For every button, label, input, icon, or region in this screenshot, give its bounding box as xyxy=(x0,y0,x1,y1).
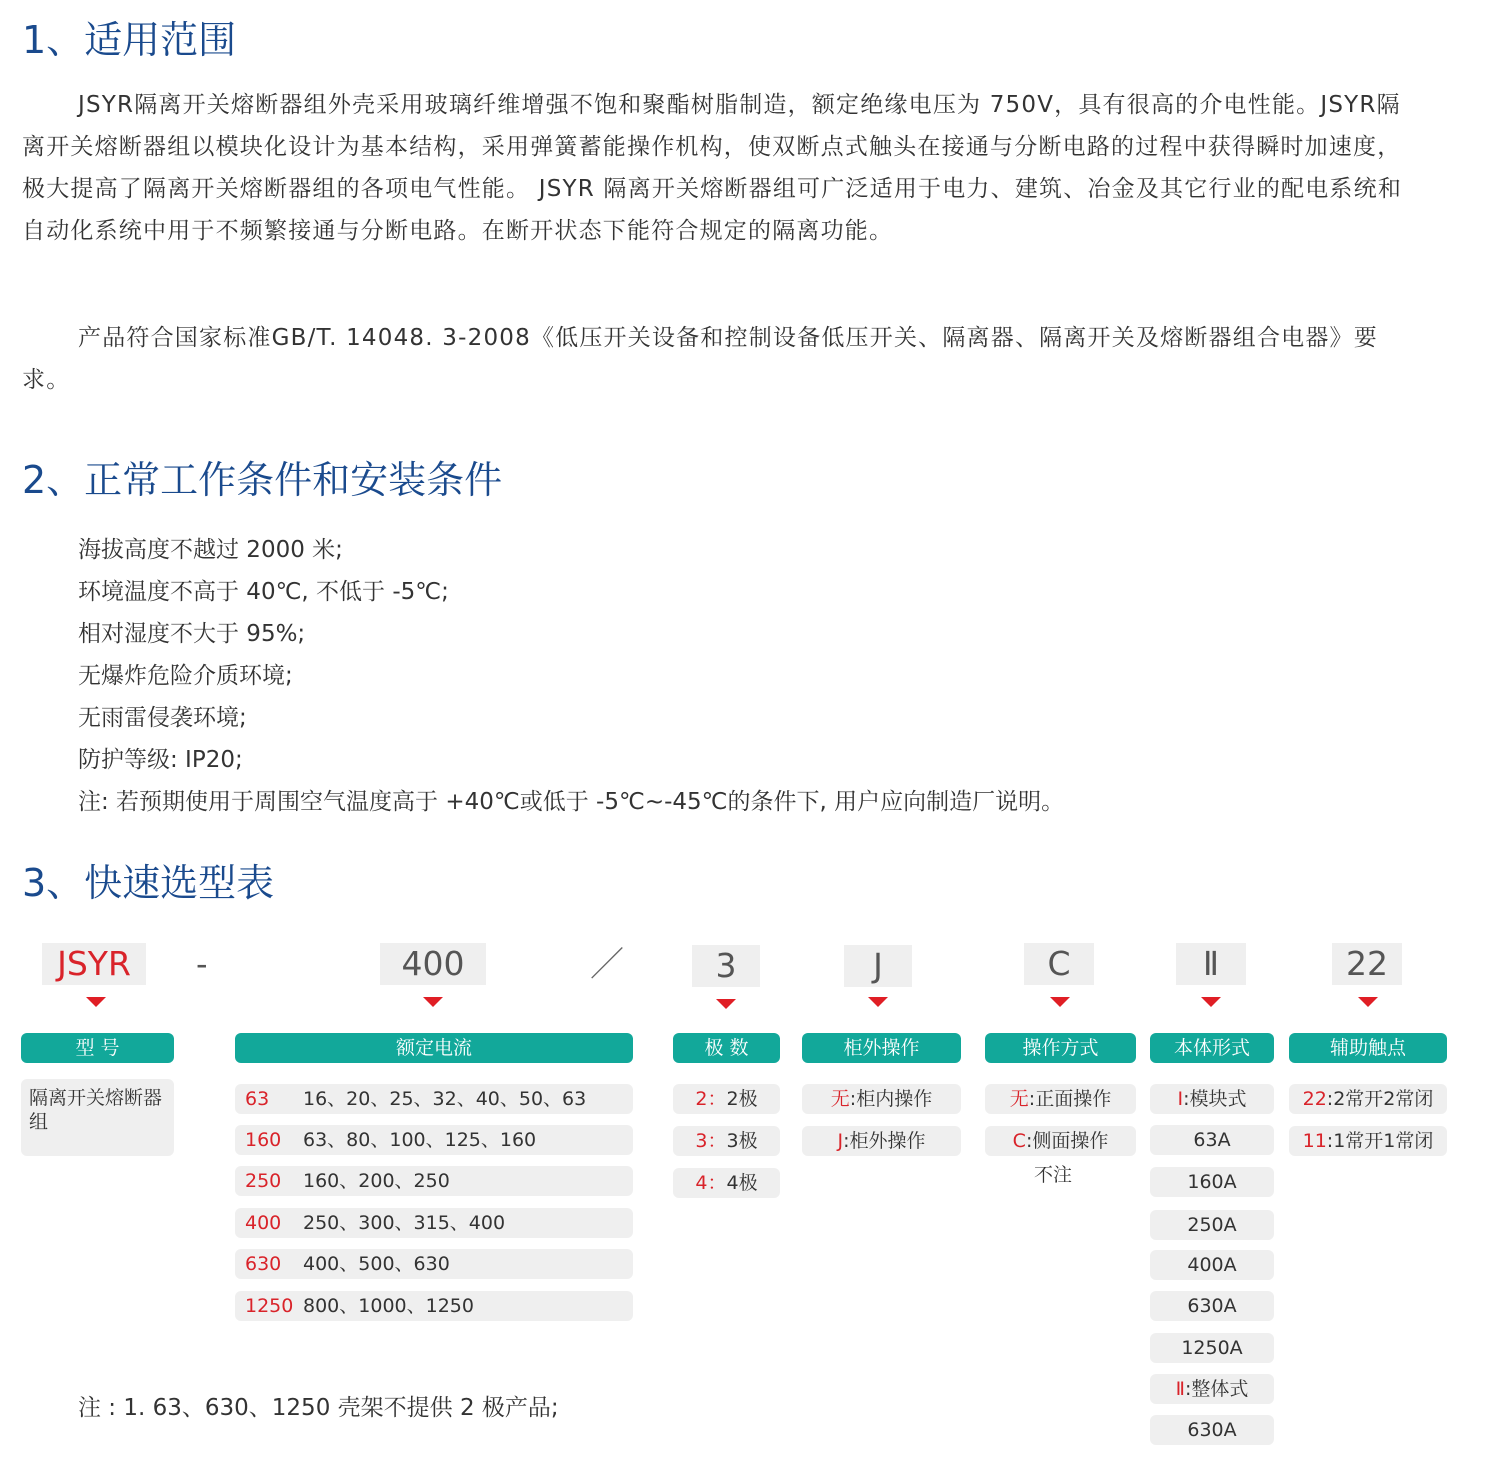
arrow-down-icon xyxy=(86,997,106,1007)
header-outside: 柜外操作 xyxy=(802,1033,961,1063)
condition-altitude: 海拔高度不越过 2000 米; xyxy=(78,537,343,563)
form-row xyxy=(1150,1084,1274,1114)
mode-row xyxy=(985,1084,1136,1114)
form-row: 1250A xyxy=(1150,1333,1274,1363)
outside-row xyxy=(802,1126,961,1156)
header-mode: 操作方式 xyxy=(985,1033,1136,1063)
frame-value: 250 xyxy=(245,1170,282,1192)
model-description: 隔离开关熔断器组 xyxy=(21,1079,174,1156)
header-poles: 极 数 xyxy=(673,1033,780,1063)
form-value: :整体式 xyxy=(1184,1378,1249,1400)
arrow-down-icon xyxy=(423,997,443,1007)
current-row xyxy=(235,1291,633,1321)
mode-key: 无 xyxy=(1009,1088,1029,1110)
form-key: Ⅰ xyxy=(1177,1088,1184,1110)
aux-key: 22 xyxy=(1302,1088,1327,1110)
poles-key: 2 xyxy=(695,1088,708,1110)
condition-no-explosion: 无爆炸危险介质环境; xyxy=(78,663,293,689)
code-form: Ⅱ xyxy=(1176,943,1246,985)
mode-value: :正面操作 xyxy=(1028,1088,1112,1110)
aux-row xyxy=(1289,1126,1447,1156)
code-mode: C xyxy=(1024,943,1094,985)
code-outside: J xyxy=(844,945,912,987)
code-aux: 22 xyxy=(1332,943,1402,985)
section1-title: 1、适用范围 xyxy=(22,18,237,62)
section3-title: 3、快速选型表 xyxy=(22,861,275,905)
arrow-down-icon xyxy=(868,997,888,1007)
frame-value: 630 xyxy=(245,1253,282,1275)
frame-value: 1250 xyxy=(245,1295,294,1317)
condition-no-thunder: 无雨雷侵袭环境; xyxy=(78,705,247,731)
arrow-down-icon xyxy=(1358,997,1378,1007)
current-row xyxy=(235,1084,633,1114)
condition-humidity: 相对湿度不大于 95%; xyxy=(78,621,306,647)
poles-sep: ： xyxy=(707,1172,727,1194)
poles-sep: ： xyxy=(707,1088,727,1110)
poles-value: 4极 xyxy=(726,1172,758,1194)
header-aux: 辅助触点 xyxy=(1289,1033,1447,1063)
code-dash: - xyxy=(196,945,208,983)
section1-para1: JSYR隔离开关熔断器组外壳采用玻璃纤维增强不饱和聚酯树脂制造，额定绝缘电压为 750V，具有很高的介电性能。JSYR隔离开关熔断器组以模块化设计为基本结构，采用弹簧蓄能操作机构，使双断点式触头在接通与分断电路的过程中获得瞬时加速度，极大提高了隔离开关熔断器组的各项电气性能。 JSYR 隔离开关熔断器组可广泛适用于电力、建筑、冶金及其它行业的配电系统和自动化系统中用于不频繁接通与分断电路。在断开状态下能符合规定的隔离功能。 xyxy=(22,92,1403,244)
frame-value: 400 xyxy=(245,1212,282,1234)
outside-key: 无 xyxy=(830,1088,850,1110)
arrow-down-icon xyxy=(1201,997,1221,1007)
poles-row xyxy=(673,1126,780,1156)
aux-value: :1常开1常闭 xyxy=(1326,1130,1434,1152)
form-row: 63A xyxy=(1150,1125,1274,1155)
outside-value: :柜内操作 xyxy=(849,1088,933,1110)
header-form: 本体形式 xyxy=(1150,1033,1274,1063)
selection-note: 注 : 1. 63、630、1250 壳架不提供 2 极产品; xyxy=(78,1395,559,1421)
current-row xyxy=(235,1125,633,1155)
current-row xyxy=(235,1249,633,1279)
header-current: 额定电流 xyxy=(235,1033,633,1063)
mode-key: C xyxy=(1012,1130,1026,1152)
code-poles: 3 xyxy=(692,945,760,987)
current-values: 63、80、100、125、160 xyxy=(303,1129,537,1151)
form-key: Ⅱ xyxy=(1175,1378,1185,1400)
condition-note: 注: 若预期使用于周围空气温度高于 +40℃或低于 -5℃~-45℃的条件下, 用户应向制造厂说明。 xyxy=(78,789,1065,815)
form-row: 160A xyxy=(1150,1167,1274,1197)
poles-value: 3极 xyxy=(726,1130,758,1152)
current-row xyxy=(235,1208,633,1238)
current-values: 160、200、250 xyxy=(303,1170,450,1192)
mode-note: 不注 xyxy=(1034,1164,1073,1186)
aux-value: :2常开2常闭 xyxy=(1326,1088,1434,1110)
section2-title: 2、正常工作条件和安装条件 xyxy=(22,458,503,502)
form-row: 250A xyxy=(1150,1210,1274,1240)
mode-value: :侧面操作 xyxy=(1025,1130,1109,1152)
outside-value: :柜外操作 xyxy=(843,1130,926,1152)
condition-temperature: 环境温度不高于 40℃, 不低于 -5℃; xyxy=(78,579,449,605)
arrow-down-icon xyxy=(716,999,736,1009)
current-values: 250、300、315、400 xyxy=(303,1212,506,1234)
current-values: 16、20、25、32、40、50、63 xyxy=(303,1088,587,1110)
current-values: 400、500、630 xyxy=(303,1253,450,1275)
poles-key: 3 xyxy=(695,1130,708,1152)
form-row: 400A xyxy=(1150,1250,1274,1280)
outside-row xyxy=(802,1084,961,1114)
aux-key: 11 xyxy=(1302,1130,1327,1152)
current-values: 800、1000、1250 xyxy=(303,1295,474,1317)
aux-row xyxy=(1289,1084,1447,1114)
poles-row xyxy=(673,1084,780,1114)
code-slash: ／ xyxy=(590,945,624,985)
condition-protection: 防护等级: IP20; xyxy=(78,747,243,773)
frame-value: 160 xyxy=(245,1129,282,1151)
poles-sep: ： xyxy=(707,1130,727,1152)
code-model: JSYR xyxy=(42,943,146,985)
code-current: 400 xyxy=(380,943,486,985)
poles-row xyxy=(673,1168,780,1198)
form-row xyxy=(1150,1374,1274,1404)
frame-value: 63 xyxy=(245,1088,270,1110)
outside-key: J xyxy=(837,1130,844,1152)
header-model: 型 号 xyxy=(21,1033,174,1063)
arrow-down-icon xyxy=(1050,997,1070,1007)
current-row xyxy=(235,1166,633,1196)
mode-row xyxy=(985,1126,1136,1156)
form-value: :模块式 xyxy=(1183,1088,1247,1110)
conditions-list xyxy=(78,529,1064,823)
form-row: 630A xyxy=(1150,1415,1274,1445)
section1-para2: 产品符合国家标准GB/T. 14048. 3-2008《低压开关设备和控制设备低压开关、隔离器、隔离开关及熔断器组合电器》要求。 xyxy=(22,325,1378,393)
form-row: 630A xyxy=(1150,1291,1274,1321)
poles-key: 4 xyxy=(695,1172,708,1194)
poles-value: 2极 xyxy=(726,1088,758,1110)
